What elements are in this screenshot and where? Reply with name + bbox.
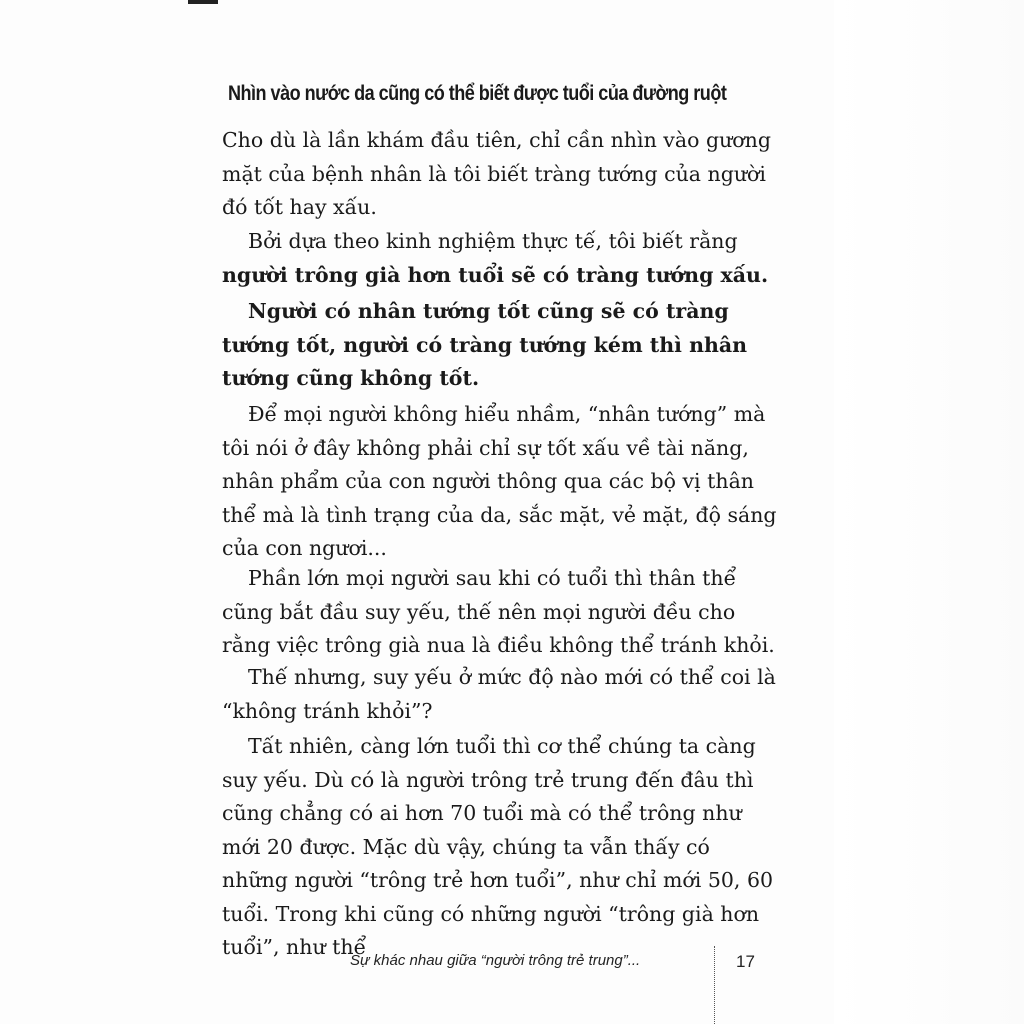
paragraph-7-text: Tất nhiên, càng lớn tuổi thì cơ thể chúng ta càng suy yếu. Dù có là người trông trẻ trung đến đâu thì cũng chẳng có ai hơn 70 tuổi mà có thể trông như mới 20 được. Mặc dù vậy, chúng ta vẫn thấy có những người “trông trẻ hơn tuổi”, như chỉ mới 50, 60 tuổi. Trong khi cũng có những người “trông già hơn tuổi”, như thể (222, 734, 774, 959)
paragraph-1-text: Cho dù là lần khám đầu tiên, chỉ cần nhìn vào gương mặt của bệnh nhân là tôi biết tràng tướng của người đó tốt hay xấu. (222, 128, 771, 219)
paragraph-5-text: Phần lớn mọi người sau khi có tuổi thì thân thể cũng bắt đầu suy yếu, thế nên mọi người đều cho rằng việc trông già nua là điều không thể tránh khỏi. (222, 566, 775, 657)
paragraph-3-text: Người có nhân tướng tốt cũng sẽ có tràng tướng tốt, người có tràng tướng kém thì nhân tướng cũng không tốt. (222, 299, 748, 390)
paragraph-2 (222, 225, 782, 292)
page-margin (834, 0, 1024, 1024)
running-footer: Sự khác nhau giữa “người trông trẻ trung”... (350, 952, 641, 969)
paragraph-4 (222, 398, 782, 566)
paragraph-2-text: Bởi dựa theo kinh nghiệm thực tế, tôi biết rằng (248, 229, 738, 253)
paragraph-6-text: Thế nhưng, suy yếu ở mức độ nào mới có thể coi là “không tránh khỏi”? (222, 665, 776, 723)
paragraph-7 (222, 730, 782, 965)
paragraph-4-text: Để mọi người không hiểu nhầm, “nhân tướng” mà tôi nói ở đây không phải chỉ sự tốt xấu về tài năng, nhân phẩm của con người thông qua các bộ vị thân thể mà là tình trạng của da, sắc mặt, vẻ mặt, độ sáng của con ngươi... (222, 402, 777, 560)
paragraph-2-emphasis: người trông già hơn tuổi sẽ có tràng tướng xấu. (222, 262, 769, 287)
section-heading: Nhìn vào nước da cũng có thể biết được tuổi của đường ruột (228, 82, 727, 105)
footer-divider (714, 946, 715, 1024)
paragraph-5 (222, 562, 782, 663)
top-edge-mark (188, 0, 218, 4)
paragraph-6 (222, 661, 782, 728)
paragraph-3 (222, 295, 782, 396)
page-number: 17 (736, 952, 755, 971)
paragraph-1 (222, 124, 782, 225)
